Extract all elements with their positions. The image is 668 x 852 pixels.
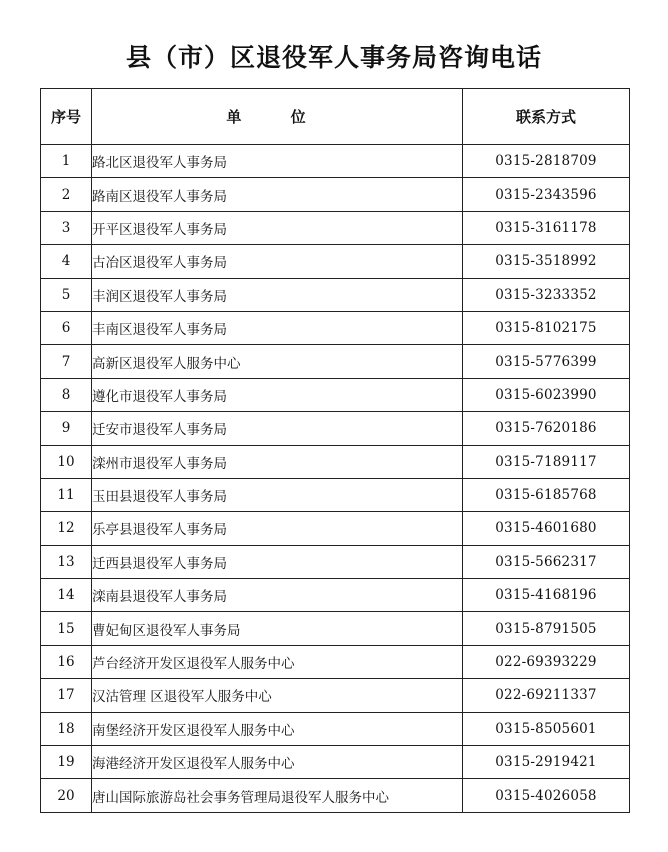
row-phone: 0315-6023990 [463,378,630,411]
header-unit-label: 单 位 [226,108,328,126]
table-row [41,746,630,779]
row-number: 14 [41,579,92,612]
row-phone: 022-69393229 [463,645,630,678]
row-number: 11 [41,478,92,511]
table-row [41,345,630,378]
table-row [41,645,630,678]
row-number: 16 [41,645,92,678]
row-phone: 022-69211337 [463,679,630,712]
row-phone: 0315-3233352 [463,278,630,311]
row-number: 12 [41,512,92,545]
row-phone: 0315-8505601 [463,712,630,745]
table-row [41,278,630,311]
row-unit: 海港经济开发区退役军人服务中心 [92,746,463,779]
row-unit: 迁西县退役军人事务局 [92,545,463,578]
row-number: 9 [41,412,92,445]
row-phone: 0315-4601680 [463,512,630,545]
table-header-row [41,89,630,145]
row-phone: 0315-4026058 [463,779,630,812]
row-number: 7 [41,345,92,378]
row-unit: 古冶区退役军人事务局 [92,245,463,278]
row-number: 19 [41,746,92,779]
header-no: 序号 [41,89,92,145]
table-row [41,178,630,211]
table-row [41,512,630,545]
row-number: 1 [41,145,92,178]
table-row [41,712,630,745]
row-number: 3 [41,211,92,244]
row-phone: 0315-8791505 [463,612,630,645]
row-number: 4 [41,245,92,278]
row-unit: 玉田县退役军人事务局 [92,478,463,511]
row-unit: 滦州市退役军人事务局 [92,445,463,478]
row-phone: 0315-2343596 [463,178,630,211]
row-unit: 曹妃甸区退役军人事务局 [92,612,463,645]
row-phone: 0315-7620186 [463,412,630,445]
table-row [41,478,630,511]
row-phone: 0315-2818709 [463,145,630,178]
row-phone: 0315-8102175 [463,311,630,344]
row-unit: 唐山国际旅游岛社会事务管理局退役军人服务中心 [92,779,463,812]
row-number: 5 [41,278,92,311]
header-contact: 联系方式 [463,89,630,145]
row-unit: 汉沽管理 区退役军人服务中心 [92,679,463,712]
row-number: 2 [41,178,92,211]
row-unit: 南堡经济开发区退役军人服务中心 [92,712,463,745]
table-row [41,378,630,411]
row-unit: 路南区退役军人事务局 [92,178,463,211]
row-number: 20 [41,779,92,812]
table-row [41,445,630,478]
row-unit: 丰南区退役军人事务局 [92,311,463,344]
table-row [41,311,630,344]
row-unit: 迁安市退役军人事务局 [92,412,463,445]
row-phone: 0315-3161178 [463,211,630,244]
row-phone: 0315-3518992 [463,245,630,278]
table-row [41,412,630,445]
row-number: 13 [41,545,92,578]
page-title: 县（市）区退役军人事务局咨询电话 [125,43,542,72]
row-unit: 遵化市退役军人事务局 [92,378,463,411]
row-phone: 0315-5776399 [463,345,630,378]
row-phone: 0315-5662317 [463,545,630,578]
table-row [41,779,630,812]
row-number: 15 [41,612,92,645]
table-row [41,579,630,612]
row-unit: 开平区退役军人事务局 [92,211,463,244]
table-row [41,245,630,278]
row-number: 6 [41,311,92,344]
row-number: 17 [41,679,92,712]
table-row [41,612,630,645]
row-number: 18 [41,712,92,745]
row-unit: 高新区退役军人服务中心 [92,345,463,378]
contacts-table [40,88,630,813]
row-phone: 0315-2919421 [463,746,630,779]
header-unit [92,89,463,145]
row-unit: 路北区退役军人事务局 [92,145,463,178]
table-body [41,145,630,813]
row-number: 10 [41,445,92,478]
table-row [41,545,630,578]
row-unit: 乐亭县退役军人事务局 [92,512,463,545]
row-unit: 芦台经济开发区退役军人服务中心 [92,645,463,678]
row-phone: 0315-7189117 [463,445,630,478]
table-row [41,145,630,178]
row-unit: 丰润区退役军人事务局 [92,278,463,311]
table-row [41,211,630,244]
row-number: 8 [41,378,92,411]
row-phone: 0315-6185768 [463,478,630,511]
row-phone: 0315-4168196 [463,579,630,612]
table-row [41,679,630,712]
row-unit: 滦南县退役军人事务局 [92,579,463,612]
